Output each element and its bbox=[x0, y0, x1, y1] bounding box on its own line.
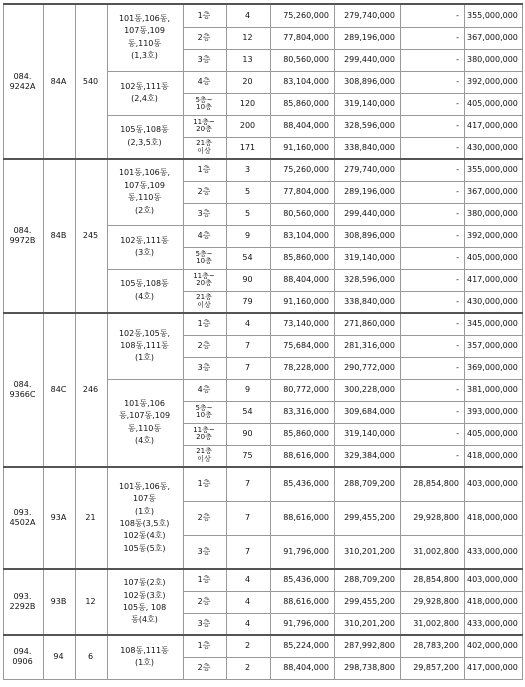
price-land-cell: 83,104,000 bbox=[271, 71, 335, 93]
floor-cell: 4층 bbox=[184, 71, 227, 93]
price-total-cell: 405,000,000 bbox=[465, 423, 523, 445]
price-land-cell: 80,560,000 bbox=[271, 203, 335, 225]
price-total-cell: 405,000,000 bbox=[465, 93, 523, 115]
price-land-cell: 85,436,000 bbox=[271, 569, 335, 591]
price-total-cell: 381,000,000 bbox=[465, 379, 523, 401]
floor-cell: 3층 bbox=[184, 535, 227, 569]
price-total-cell: 392,000,000 bbox=[465, 225, 523, 247]
price-land-cell: 88,404,000 bbox=[271, 269, 335, 291]
price-land-cell: 91,160,000 bbox=[271, 137, 335, 159]
price-land-cell: 91,796,000 bbox=[271, 535, 335, 569]
unit-type-cell: 084. 9366C bbox=[4, 313, 44, 467]
price-total-cell: 430,000,000 bbox=[465, 137, 523, 159]
price-building-cell: 338,840,000 bbox=[335, 291, 401, 313]
price-land-cell: 91,796,000 bbox=[271, 613, 335, 635]
floor-cell: 3층 bbox=[184, 203, 227, 225]
floor-count-cell: 90 bbox=[227, 269, 271, 291]
model-cell: 94 bbox=[44, 635, 76, 679]
price-building-cell: 290,772,000 bbox=[335, 357, 401, 379]
floor-count-cell: 3 bbox=[227, 159, 271, 181]
price-building-cell: 309,684,000 bbox=[335, 401, 401, 423]
price-building-cell: 298,738,800 bbox=[335, 657, 401, 679]
floor-cell: 21층 이상 bbox=[184, 445, 227, 467]
floor-count-cell: 2 bbox=[227, 657, 271, 679]
price-vat-cell: - bbox=[401, 247, 465, 269]
price-building-cell: 310,201,200 bbox=[335, 535, 401, 569]
price-land-cell: 85,224,000 bbox=[271, 635, 335, 657]
price-land-cell: 88,404,000 bbox=[271, 657, 335, 679]
price-total-cell: 367,000,000 bbox=[465, 27, 523, 49]
price-vat-cell: - bbox=[401, 159, 465, 181]
price-vat-cell: 31,002,800 bbox=[401, 613, 465, 635]
price-building-cell: 289,196,000 bbox=[335, 181, 401, 203]
table-row bbox=[4, 569, 523, 591]
floor-cell: 2층 bbox=[184, 501, 227, 535]
price-land-cell: 77,804,000 bbox=[271, 181, 335, 203]
price-total-cell: 418,000,000 bbox=[465, 591, 523, 613]
floor-cell: 5층~ 10층 bbox=[184, 401, 227, 423]
floor-cell: 3층 bbox=[184, 613, 227, 635]
floor-cell: 11층~ 20층 bbox=[184, 423, 227, 445]
floor-cell: 11층~ 20층 bbox=[184, 115, 227, 137]
floor-count-cell: 2 bbox=[227, 635, 271, 657]
price-building-cell: 287,992,800 bbox=[335, 635, 401, 657]
floor-cell: 21층 이상 bbox=[184, 137, 227, 159]
price-total-cell: 393,000,000 bbox=[465, 401, 523, 423]
price-land-cell: 75,260,000 bbox=[271, 159, 335, 181]
price-total-cell: 392,000,000 bbox=[465, 71, 523, 93]
table-row bbox=[4, 4, 523, 27]
price-building-cell: 328,596,000 bbox=[335, 269, 401, 291]
floor-cell: 1층 bbox=[184, 569, 227, 591]
table-row bbox=[4, 313, 523, 335]
price-vat-cell: - bbox=[401, 93, 465, 115]
price-vat-cell: 28,854,800 bbox=[401, 569, 465, 591]
price-building-cell: 288,709,200 bbox=[335, 569, 401, 591]
price-land-cell: 85,860,000 bbox=[271, 423, 335, 445]
floor-cell: 3층 bbox=[184, 357, 227, 379]
model-cell: 93A bbox=[44, 467, 76, 569]
price-vat-cell: 31,002,800 bbox=[401, 535, 465, 569]
floor-count-cell: 7 bbox=[227, 467, 271, 501]
price-building-cell: 329,384,000 bbox=[335, 445, 401, 467]
floor-count-cell: 20 bbox=[227, 71, 271, 93]
price-vat-cell: - bbox=[401, 269, 465, 291]
price-vat-cell: - bbox=[401, 27, 465, 49]
price-total-cell: 357,000,000 bbox=[465, 335, 523, 357]
floor-cell: 11층~ 20층 bbox=[184, 269, 227, 291]
price-building-cell: 288,709,200 bbox=[335, 467, 401, 501]
floor-cell: 2층 bbox=[184, 591, 227, 613]
price-land-cell: 80,772,000 bbox=[271, 379, 335, 401]
unit-count-cell: 246 bbox=[76, 313, 108, 467]
price-building-cell: 299,455,200 bbox=[335, 501, 401, 535]
price-total-cell: 380,000,000 bbox=[465, 203, 523, 225]
price-building-cell: 299,440,000 bbox=[335, 49, 401, 71]
floor-count-cell: 7 bbox=[227, 335, 271, 357]
price-land-cell: 88,616,000 bbox=[271, 591, 335, 613]
model-cell: 84C bbox=[44, 313, 76, 467]
floor-count-cell: 54 bbox=[227, 247, 271, 269]
building-block-cell: 102동,111동 (3호) bbox=[108, 225, 184, 269]
floor-cell: 2층 bbox=[184, 657, 227, 679]
price-building-cell: 338,840,000 bbox=[335, 137, 401, 159]
floor-cell: 4층 bbox=[184, 225, 227, 247]
floor-count-cell: 200 bbox=[227, 115, 271, 137]
building-block-cell: 102동,105동, 108동,111동 (1호) bbox=[108, 313, 184, 379]
unit-count-cell: 12 bbox=[76, 569, 108, 635]
price-total-cell: 403,000,000 bbox=[465, 569, 523, 591]
price-total-cell: 402,000,000 bbox=[465, 635, 523, 657]
price-vat-cell: - bbox=[401, 379, 465, 401]
floor-count-cell: 5 bbox=[227, 203, 271, 225]
price-total-cell: 417,000,000 bbox=[465, 657, 523, 679]
price-vat-cell: - bbox=[401, 115, 465, 137]
price-building-cell: 299,455,200 bbox=[335, 591, 401, 613]
model-cell: 84B bbox=[44, 159, 76, 313]
floor-count-cell: 12 bbox=[227, 27, 271, 49]
building-block-cell: 101동,106동, 107동 (1호) 108동(3,5호) 102동(4호) 105동(5호) bbox=[108, 467, 184, 569]
floor-count-cell: 9 bbox=[227, 225, 271, 247]
price-building-cell: 271,860,000 bbox=[335, 313, 401, 335]
price-vat-cell: - bbox=[401, 291, 465, 313]
price-vat-cell: 29,928,800 bbox=[401, 591, 465, 613]
price-land-cell: 75,260,000 bbox=[271, 4, 335, 27]
floor-cell: 1층 bbox=[184, 159, 227, 181]
floor-cell: 3층 bbox=[184, 49, 227, 71]
price-building-cell: 319,140,000 bbox=[335, 93, 401, 115]
price-building-cell: 319,140,000 bbox=[335, 247, 401, 269]
price-total-cell: 367,000,000 bbox=[465, 181, 523, 203]
price-total-cell: 405,000,000 bbox=[465, 247, 523, 269]
price-land-cell: 88,404,000 bbox=[271, 115, 335, 137]
price-vat-cell: 29,857,200 bbox=[401, 657, 465, 679]
price-building-cell: 299,440,000 bbox=[335, 203, 401, 225]
floor-count-cell: 171 bbox=[227, 137, 271, 159]
floor-count-cell: 120 bbox=[227, 93, 271, 115]
price-total-cell: 430,000,000 bbox=[465, 291, 523, 313]
price-total-cell: 417,000,000 bbox=[465, 269, 523, 291]
price-building-cell: 328,596,000 bbox=[335, 115, 401, 137]
building-block-cell: 105동,108동 (2,3,5호) bbox=[108, 115, 184, 159]
model-cell: 93B bbox=[44, 569, 76, 635]
floor-cell: 5층~ 10층 bbox=[184, 93, 227, 115]
table-row bbox=[4, 467, 523, 501]
price-vat-cell: - bbox=[401, 71, 465, 93]
price-total-cell: 345,000,000 bbox=[465, 313, 523, 335]
price-land-cell: 91,160,000 bbox=[271, 291, 335, 313]
price-vat-cell: - bbox=[401, 4, 465, 27]
unit-type-cell: 093. 2292B bbox=[4, 569, 44, 635]
price-land-cell: 85,860,000 bbox=[271, 93, 335, 115]
floor-cell: 2층 bbox=[184, 335, 227, 357]
building-block-cell: 108동,111동 (1호) bbox=[108, 635, 184, 679]
floor-cell: 21층 이상 bbox=[184, 291, 227, 313]
price-vat-cell: - bbox=[401, 357, 465, 379]
floor-count-cell: 4 bbox=[227, 4, 271, 27]
floor-count-cell: 4 bbox=[227, 313, 271, 335]
floor-count-cell: 75 bbox=[227, 445, 271, 467]
model-cell: 84A bbox=[44, 4, 76, 159]
price-building-cell: 308,896,000 bbox=[335, 71, 401, 93]
floor-count-cell: 9 bbox=[227, 379, 271, 401]
price-building-cell: 279,740,000 bbox=[335, 159, 401, 181]
floor-cell: 1층 bbox=[184, 4, 227, 27]
price-vat-cell: - bbox=[401, 313, 465, 335]
price-vat-cell: 29,928,800 bbox=[401, 501, 465, 535]
price-land-cell: 85,860,000 bbox=[271, 247, 335, 269]
building-block-cell: 107동(2호) 102동(3호) 105동, 108 동(4호) bbox=[108, 569, 184, 635]
price-land-cell: 88,616,000 bbox=[271, 445, 335, 467]
price-table bbox=[3, 3, 523, 680]
price-land-cell: 83,104,000 bbox=[271, 225, 335, 247]
floor-count-cell: 90 bbox=[227, 423, 271, 445]
price-land-cell: 77,804,000 bbox=[271, 27, 335, 49]
price-land-cell: 73,140,000 bbox=[271, 313, 335, 335]
floor-count-cell: 13 bbox=[227, 49, 271, 71]
price-vat-cell: - bbox=[401, 137, 465, 159]
price-land-cell: 88,616,000 bbox=[271, 501, 335, 535]
price-vat-cell: 28,854,800 bbox=[401, 467, 465, 501]
price-vat-cell: - bbox=[401, 423, 465, 445]
price-land-cell: 80,560,000 bbox=[271, 49, 335, 71]
price-land-cell: 85,436,000 bbox=[271, 467, 335, 501]
floor-count-cell: 4 bbox=[227, 613, 271, 635]
building-block-cell: 101동,106 동,107동,109 동,110동 (4호) bbox=[108, 379, 184, 467]
building-block-cell: 105동,108동 (4호) bbox=[108, 269, 184, 313]
price-building-cell: 319,140,000 bbox=[335, 423, 401, 445]
floor-count-cell: 54 bbox=[227, 401, 271, 423]
price-total-cell: 418,000,000 bbox=[465, 445, 523, 467]
price-land-cell: 83,316,000 bbox=[271, 401, 335, 423]
price-building-cell: 300,228,000 bbox=[335, 379, 401, 401]
price-total-cell: 417,000,000 bbox=[465, 115, 523, 137]
building-block-cell: 102동,111동 (2,4호) bbox=[108, 71, 184, 115]
price-vat-cell: - bbox=[401, 225, 465, 247]
building-block-cell: 101동,106동, 107동,109 동,110동 (1,3호) bbox=[108, 4, 184, 71]
table-row bbox=[4, 159, 523, 181]
floor-count-cell: 79 bbox=[227, 291, 271, 313]
floor-cell: 1층 bbox=[184, 635, 227, 657]
price-total-cell: 403,000,000 bbox=[465, 467, 523, 501]
unit-type-cell: 084. 9242A bbox=[4, 4, 44, 159]
price-building-cell: 281,316,000 bbox=[335, 335, 401, 357]
unit-type-cell: 094. 0906 bbox=[4, 635, 44, 679]
floor-count-cell: 5 bbox=[227, 181, 271, 203]
floor-cell: 2층 bbox=[184, 27, 227, 49]
floor-count-cell: 4 bbox=[227, 569, 271, 591]
price-land-cell: 75,684,000 bbox=[271, 335, 335, 357]
floor-cell: 4층 bbox=[184, 379, 227, 401]
floor-count-cell: 7 bbox=[227, 501, 271, 535]
price-total-cell: 433,000,000 bbox=[465, 613, 523, 635]
price-vat-cell: 28,783,200 bbox=[401, 635, 465, 657]
unit-type-cell: 093. 4502A bbox=[4, 467, 44, 569]
unit-count-cell: 540 bbox=[76, 4, 108, 159]
floor-count-cell: 4 bbox=[227, 591, 271, 613]
price-building-cell: 279,740,000 bbox=[335, 4, 401, 27]
floor-cell: 5층~ 10층 bbox=[184, 247, 227, 269]
floor-cell: 2층 bbox=[184, 181, 227, 203]
unit-count-cell: 245 bbox=[76, 159, 108, 313]
unit-type-cell: 084. 9972B bbox=[4, 159, 44, 313]
price-total-cell: 355,000,000 bbox=[465, 4, 523, 27]
price-vat-cell: - bbox=[401, 335, 465, 357]
price-vat-cell: - bbox=[401, 203, 465, 225]
price-building-cell: 310,201,200 bbox=[335, 613, 401, 635]
price-total-cell: 380,000,000 bbox=[465, 49, 523, 71]
unit-count-cell: 6 bbox=[76, 635, 108, 679]
price-building-cell: 308,896,000 bbox=[335, 225, 401, 247]
floor-cell: 1층 bbox=[184, 313, 227, 335]
price-building-cell: 289,196,000 bbox=[335, 27, 401, 49]
floor-cell: 1층 bbox=[184, 467, 227, 501]
floor-count-cell: 7 bbox=[227, 357, 271, 379]
price-vat-cell: - bbox=[401, 181, 465, 203]
price-total-cell: 433,000,000 bbox=[465, 535, 523, 569]
price-vat-cell: - bbox=[401, 49, 465, 71]
price-total-cell: 355,000,000 bbox=[465, 159, 523, 181]
table-row bbox=[4, 635, 523, 657]
building-block-cell: 101동,106동, 107동,109 동,110동 (2호) bbox=[108, 159, 184, 225]
floor-count-cell: 7 bbox=[227, 535, 271, 569]
price-vat-cell: - bbox=[401, 401, 465, 423]
price-total-cell: 418,000,000 bbox=[465, 501, 523, 535]
price-land-cell: 78,228,000 bbox=[271, 357, 335, 379]
price-total-cell: 369,000,000 bbox=[465, 357, 523, 379]
price-vat-cell: - bbox=[401, 445, 465, 467]
unit-count-cell: 21 bbox=[76, 467, 108, 569]
